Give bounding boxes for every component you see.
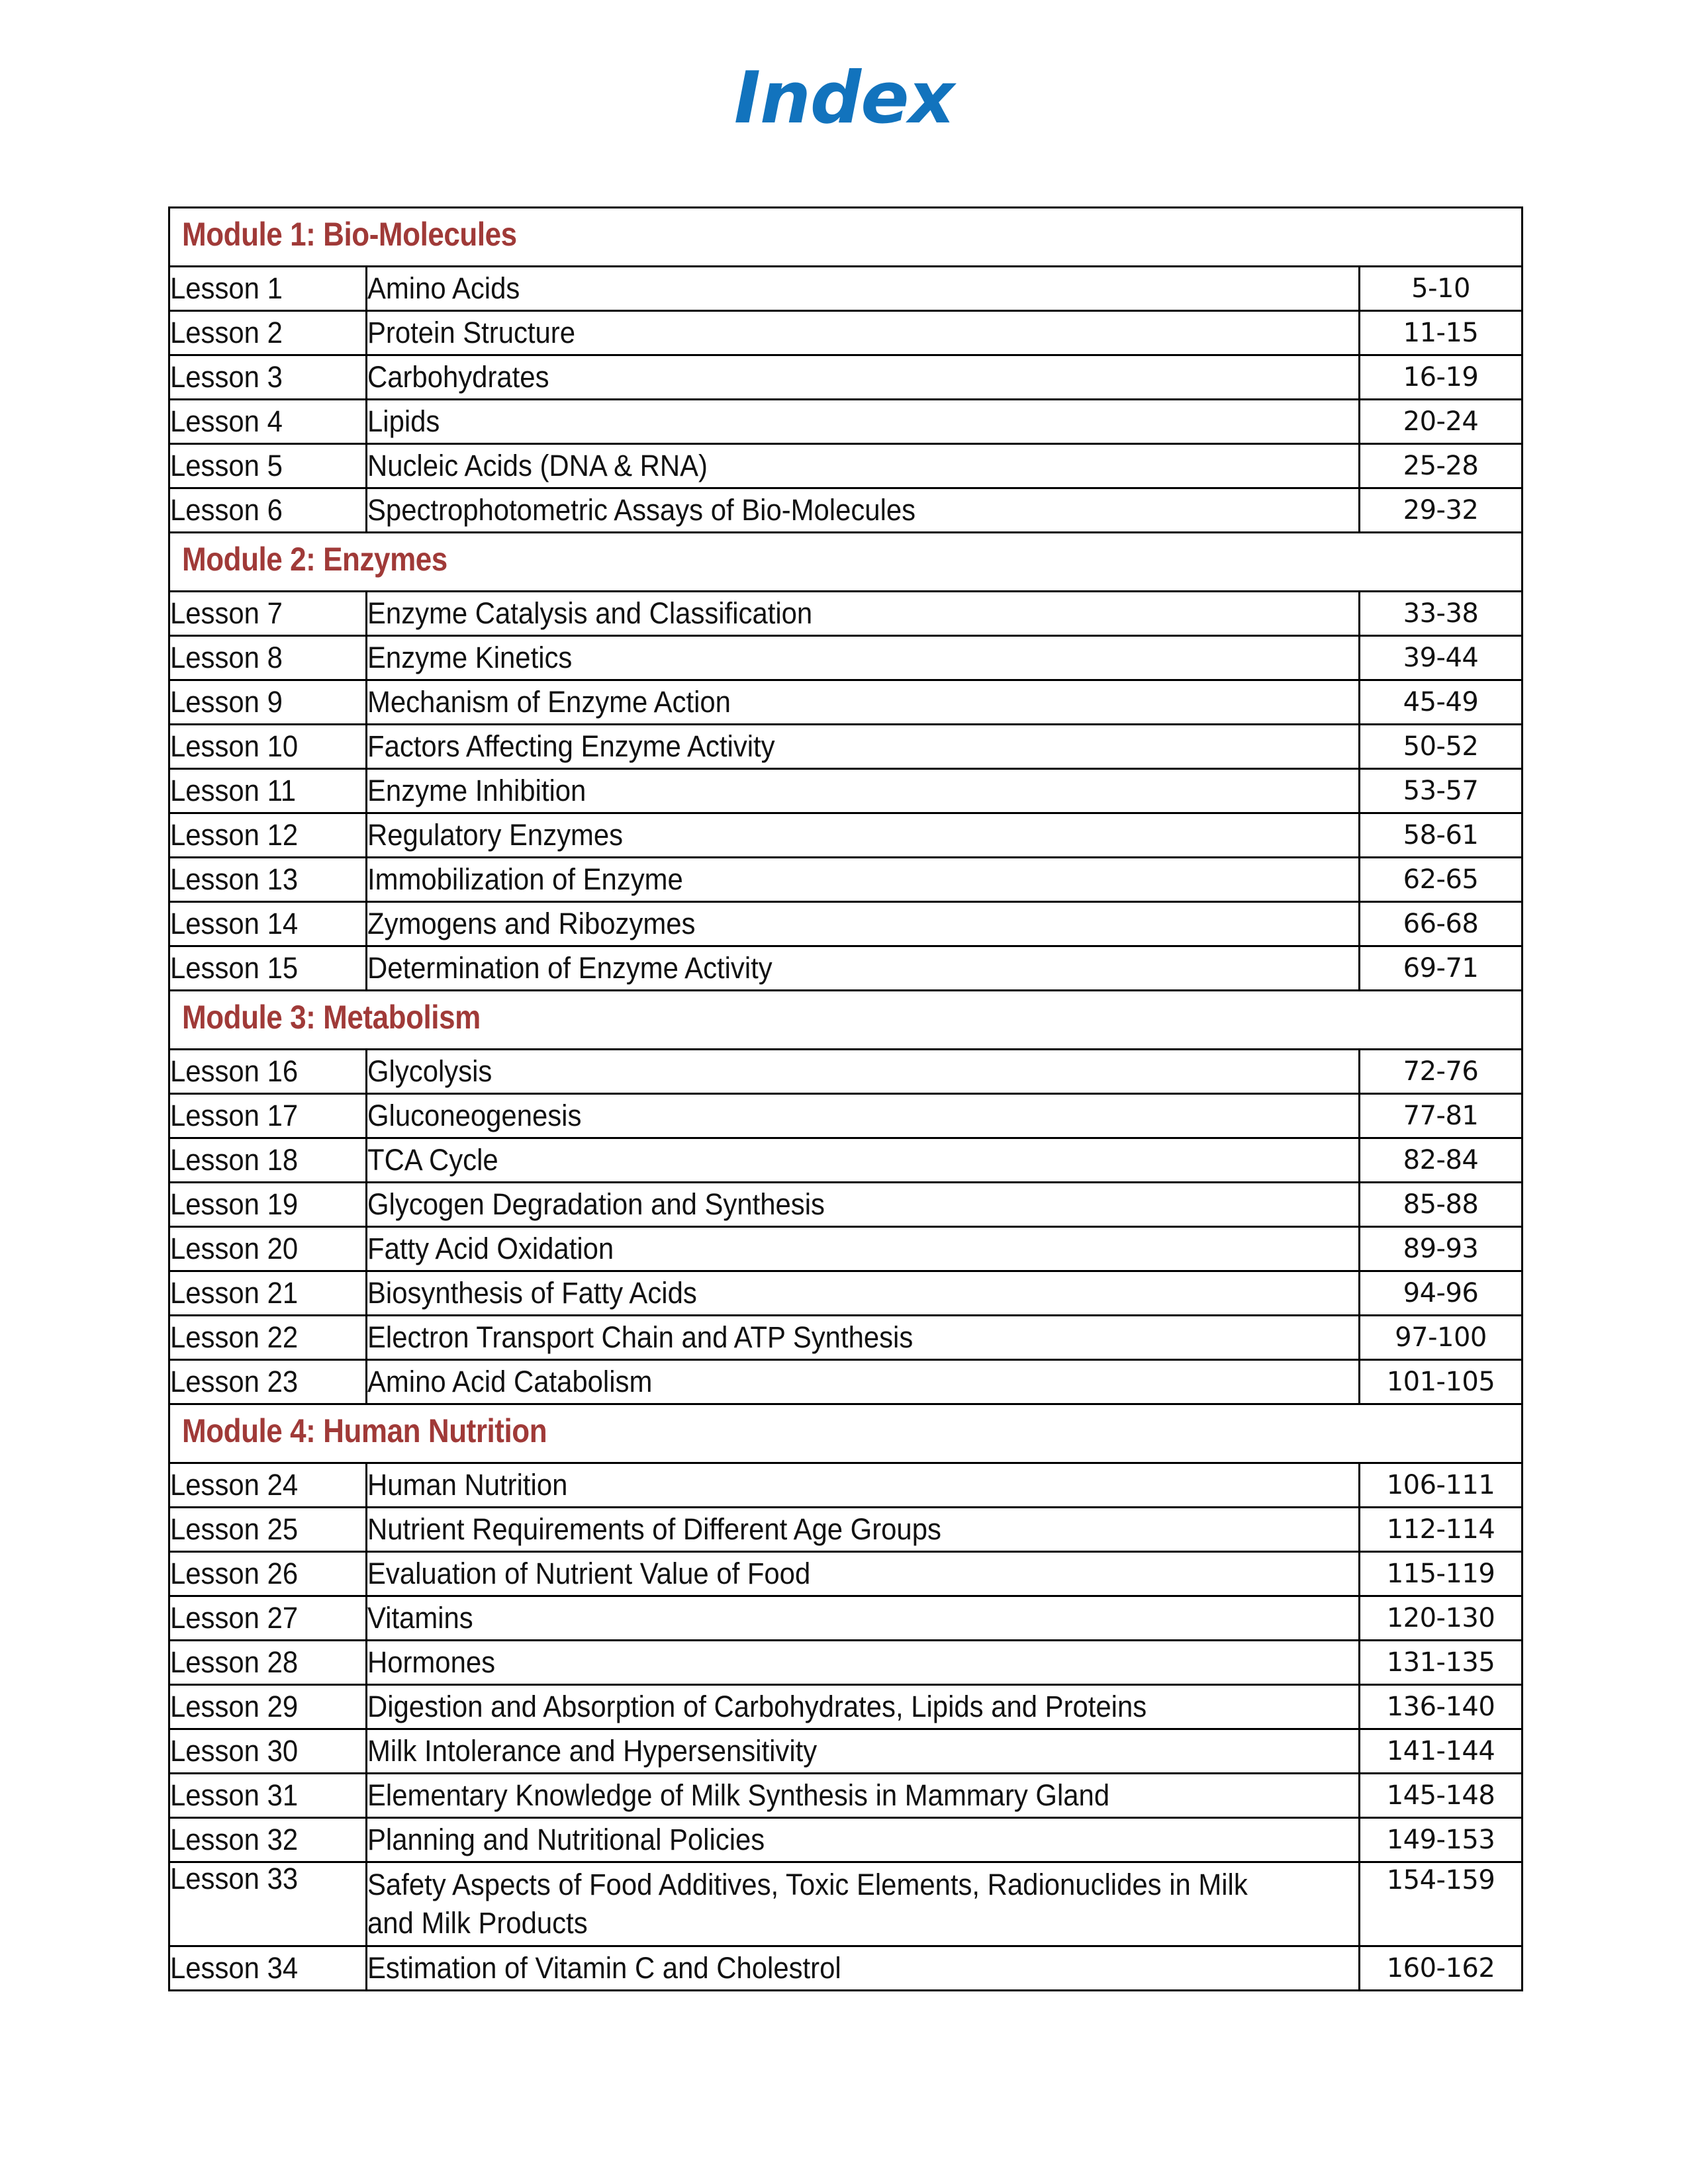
lesson-title: Vitamins — [367, 1601, 473, 1635]
page-range: 106-111 — [1360, 1463, 1523, 1508]
lesson-number-cell — [169, 1138, 367, 1183]
table-row — [169, 946, 1523, 991]
module-header-row — [169, 533, 1523, 592]
lesson-title-cell — [367, 400, 1360, 444]
lesson-number-cell — [169, 858, 367, 902]
lesson-number: Lesson 11 — [170, 774, 297, 808]
lesson-title-cell — [367, 902, 1360, 946]
lesson-title-cell — [367, 946, 1360, 991]
lesson-title: Biosynthesis of Fatty Acids — [367, 1276, 697, 1310]
lesson-number: Lesson 26 — [170, 1557, 299, 1591]
lesson-title-cell — [367, 267, 1360, 311]
lesson-number-cell — [169, 1183, 367, 1227]
table-row — [169, 1596, 1523, 1641]
lesson-title-cell — [367, 488, 1360, 533]
module-header-row — [169, 1404, 1523, 1463]
table-row — [169, 858, 1523, 902]
lesson-title-cell — [367, 813, 1360, 858]
lesson-title: Hormones — [367, 1645, 496, 1680]
lesson-number: Lesson 23 — [170, 1365, 299, 1399]
lesson-title-cell — [367, 1729, 1360, 1774]
lesson-title: Glycolysis — [367, 1054, 492, 1089]
lesson-title: Human Nutrition — [367, 1468, 568, 1502]
module-header-cell — [169, 1404, 1523, 1463]
page-range: 39-44 — [1360, 636, 1523, 680]
table-row — [169, 1138, 1523, 1183]
lesson-title: Fatty Acid Oxidation — [367, 1232, 614, 1266]
page-range: 115-119 — [1360, 1552, 1523, 1596]
table-row — [169, 1685, 1523, 1729]
lesson-number: Lesson 12 — [170, 818, 299, 852]
lesson-title-cell — [367, 1094, 1360, 1138]
module-header-cell — [169, 208, 1523, 267]
lesson-title-cell — [367, 444, 1360, 488]
table-row — [169, 1183, 1523, 1227]
lesson-title-cell — [367, 769, 1360, 813]
lesson-title-cell — [367, 1818, 1360, 1862]
page-range: 154-159 — [1360, 1862, 1523, 1946]
page-title: Index — [733, 57, 955, 140]
page-range: 72-76 — [1360, 1050, 1523, 1094]
lesson-title-cell — [367, 1508, 1360, 1552]
lesson-title-cell — [367, 1138, 1360, 1183]
table-row — [169, 1729, 1523, 1774]
lesson-number: Lesson 29 — [170, 1690, 299, 1724]
lesson-title: Electron Transport Chain and ATP Synthesis — [367, 1320, 914, 1355]
lesson-title-cell — [367, 1463, 1360, 1508]
lesson-number-cell — [169, 725, 367, 769]
lesson-number: Lesson 5 — [170, 449, 283, 483]
module-header-cell — [169, 533, 1523, 592]
lesson-title: Enzyme Inhibition — [367, 774, 586, 808]
lesson-number-cell — [169, 1463, 367, 1508]
lesson-number: Lesson 16 — [170, 1054, 299, 1089]
lesson-title: Glycogen Degradation and Synthesis — [367, 1187, 825, 1222]
page-range: 16-19 — [1360, 355, 1523, 400]
table-row — [169, 1050, 1523, 1094]
module-header-cell — [169, 991, 1523, 1050]
table-row — [169, 1316, 1523, 1360]
lesson-title: Factors Affecting Enzyme Activity — [367, 729, 775, 764]
lesson-number-cell — [169, 1818, 367, 1862]
lesson-title: Evaluation of Nutrient Value of Food — [367, 1557, 811, 1591]
lesson-number-cell — [169, 1360, 367, 1404]
lesson-title-cell — [367, 592, 1360, 636]
lesson-number: Lesson 33 — [170, 1862, 299, 1895]
lesson-title-cell — [367, 1316, 1360, 1360]
lesson-number-cell — [169, 1094, 367, 1138]
lesson-number-cell — [169, 267, 367, 311]
page-range: 97-100 — [1360, 1316, 1523, 1360]
lesson-number-cell — [169, 1774, 367, 1818]
table-row — [169, 769, 1523, 813]
table-row — [169, 400, 1523, 444]
page-range: 5-10 — [1360, 267, 1523, 311]
lesson-number: Lesson 14 — [170, 907, 299, 941]
table-row — [169, 1360, 1523, 1404]
page-range: 77-81 — [1360, 1094, 1523, 1138]
module-title: Module 3: Metabolism — [182, 999, 481, 1036]
page-range: 131-135 — [1360, 1641, 1523, 1685]
lesson-number-cell — [169, 1946, 367, 1991]
lesson-number: Lesson 15 — [170, 951, 299, 985]
lesson-title-cell — [367, 1360, 1360, 1404]
lesson-number: Lesson 27 — [170, 1601, 299, 1635]
page-range: 94-96 — [1360, 1271, 1523, 1316]
lesson-number-cell — [169, 946, 367, 991]
table-row — [169, 1641, 1523, 1685]
module-title: Module 4: Human Nutrition — [182, 1412, 547, 1449]
table-row — [169, 1552, 1523, 1596]
lesson-title-cell — [367, 1862, 1360, 1946]
table-row — [169, 1818, 1523, 1862]
index-table-body — [169, 208, 1523, 1991]
lesson-number: Lesson 19 — [170, 1187, 299, 1222]
lesson-title-cell — [367, 1685, 1360, 1729]
lesson-number: Lesson 9 — [170, 685, 283, 719]
module-header-row — [169, 991, 1523, 1050]
page-range: 58-61 — [1360, 813, 1523, 858]
lesson-title: TCA Cycle — [367, 1143, 498, 1177]
lesson-number-cell — [169, 488, 367, 533]
lesson-number-cell — [169, 311, 367, 355]
lesson-title: Estimation of Vitamin C and Cholestrol — [367, 1951, 841, 1985]
lesson-title: Carbohydrates — [367, 360, 549, 394]
table-row — [169, 1774, 1523, 1818]
table-row — [169, 1227, 1523, 1271]
lesson-number-cell — [169, 592, 367, 636]
lesson-title: Amino Acids — [367, 271, 520, 306]
table-row — [169, 1862, 1523, 1946]
table-row — [169, 592, 1523, 636]
table-row — [169, 355, 1523, 400]
lesson-title: Digestion and Absorption of Carbohydrates, Lipids and Proteins — [367, 1690, 1147, 1724]
page-range: 120-130 — [1360, 1596, 1523, 1641]
lesson-number-cell — [169, 813, 367, 858]
lesson-title-cell — [367, 311, 1360, 355]
page-range: 11-15 — [1360, 311, 1523, 355]
lesson-number: Lesson 17 — [170, 1099, 299, 1133]
index-table-container — [168, 206, 1521, 1991]
lesson-number-cell — [169, 636, 367, 680]
lesson-title: Amino Acid Catabolism — [367, 1365, 653, 1399]
table-row — [169, 813, 1523, 858]
lesson-number: Lesson 22 — [170, 1320, 299, 1355]
lesson-title: Immobilization of Enzyme — [367, 862, 683, 897]
lesson-number: Lesson 34 — [170, 1951, 299, 1985]
table-row — [169, 444, 1523, 488]
table-row — [169, 1463, 1523, 1508]
table-row — [169, 311, 1523, 355]
page-range: 20-24 — [1360, 400, 1523, 444]
page-range: 25-28 — [1360, 444, 1523, 488]
lesson-number: Lesson 4 — [170, 404, 283, 439]
lesson-title-cell — [367, 1552, 1360, 1596]
lesson-number: Lesson 31 — [170, 1778, 299, 1813]
page-range: 33-38 — [1360, 592, 1523, 636]
lesson-title-cell — [367, 1946, 1360, 1991]
lesson-title-cell — [367, 1774, 1360, 1818]
lesson-title: Nucleic Acids (DNA & RNA) — [367, 449, 708, 483]
lesson-title: Determination of Enzyme Activity — [367, 951, 773, 985]
page-range: 45-49 — [1360, 680, 1523, 725]
lesson-title: Regulatory Enzymes — [367, 818, 624, 852]
table-row — [169, 725, 1523, 769]
lesson-number-cell — [169, 1227, 367, 1271]
module-header-row — [169, 208, 1523, 267]
module-title: Module 1: Bio-Molecules — [182, 216, 517, 253]
lesson-title: Planning and Nutritional Policies — [367, 1823, 765, 1857]
lesson-number: Lesson 28 — [170, 1645, 299, 1680]
table-row — [169, 1094, 1523, 1138]
page-range: 145-148 — [1360, 1774, 1523, 1818]
lesson-number-cell — [169, 444, 367, 488]
page-range: 89-93 — [1360, 1227, 1523, 1271]
lesson-title: Zymogens and Ribozymes — [367, 907, 696, 941]
lesson-number: Lesson 10 — [170, 729, 299, 764]
table-row — [169, 1271, 1523, 1316]
page-range: 136-140 — [1360, 1685, 1523, 1729]
lesson-number: Lesson 3 — [170, 360, 283, 394]
lesson-number-cell — [169, 1685, 367, 1729]
lesson-number: Lesson 20 — [170, 1232, 299, 1266]
lesson-title: Enzyme Kinetics — [367, 641, 573, 675]
lesson-number-cell — [169, 902, 367, 946]
page-range: 50-52 — [1360, 725, 1523, 769]
page-range: 69-71 — [1360, 946, 1523, 991]
table-row — [169, 1946, 1523, 1991]
lesson-title: Protein Structure — [367, 316, 576, 350]
lesson-number: Lesson 21 — [170, 1276, 299, 1310]
page-range: 62-65 — [1360, 858, 1523, 902]
lesson-number-cell — [169, 400, 367, 444]
page-range: 53-57 — [1360, 769, 1523, 813]
page-range: 141-144 — [1360, 1729, 1523, 1774]
module-title: Module 2: Enzymes — [182, 541, 447, 578]
page-range: 82-84 — [1360, 1138, 1523, 1183]
lesson-title: Enzyme Catalysis and Classification — [367, 596, 813, 631]
lesson-title-cell — [367, 1183, 1360, 1227]
index-table — [168, 206, 1523, 1991]
lesson-number-cell — [169, 355, 367, 400]
table-row — [169, 680, 1523, 725]
lesson-number-cell — [169, 1271, 367, 1316]
lesson-title: Milk Intolerance and Hypersensitivity — [367, 1734, 818, 1768]
page-range: 160-162 — [1360, 1946, 1523, 1991]
lesson-number-cell — [169, 1596, 367, 1641]
lesson-title-cell — [367, 680, 1360, 725]
lesson-number-cell — [169, 1641, 367, 1685]
page-range: 85-88 — [1360, 1183, 1523, 1227]
lesson-title-cell — [367, 636, 1360, 680]
lesson-number-cell — [169, 1862, 367, 1946]
lesson-number: Lesson 1 — [170, 271, 283, 306]
lesson-title: Nutrient Requirements of Different Age Groups — [367, 1512, 941, 1547]
lesson-title-cell — [367, 1641, 1360, 1685]
lesson-title-cell — [367, 355, 1360, 400]
lesson-number-cell — [169, 769, 367, 813]
lesson-number: Lesson 7 — [170, 596, 283, 631]
lesson-number: Lesson 32 — [170, 1823, 299, 1857]
lesson-title-cell — [367, 1050, 1360, 1094]
lesson-number-cell — [169, 1508, 367, 1552]
table-row — [169, 1508, 1523, 1552]
table-row — [169, 267, 1523, 311]
lesson-title: Mechanism of Enzyme Action — [367, 685, 731, 719]
lesson-title-cell — [367, 725, 1360, 769]
lesson-number: Lesson 2 — [170, 316, 283, 350]
table-row — [169, 636, 1523, 680]
page-range: 149-153 — [1360, 1818, 1523, 1862]
lesson-number: Lesson 6 — [170, 493, 283, 527]
lesson-number: Lesson 30 — [170, 1734, 299, 1768]
lesson-title: Spectrophotometric Assays of Bio-Molecules — [367, 493, 916, 527]
table-row — [169, 488, 1523, 533]
lesson-number-cell — [169, 1050, 367, 1094]
lesson-title: Safety Aspects of Food Additives, Toxic Elements, Radionuclides in Milk and Milk Products — [367, 1867, 1248, 1940]
page-range: 101-105 — [1360, 1360, 1523, 1404]
lesson-title-cell — [367, 1227, 1360, 1271]
lesson-number-cell — [169, 1316, 367, 1360]
lesson-number: Lesson 18 — [170, 1143, 299, 1177]
lesson-title: Gluconeogenesis — [367, 1099, 582, 1133]
lesson-number: Lesson 13 — [170, 862, 299, 897]
lesson-title: Lipids — [367, 404, 440, 439]
lesson-title-cell — [367, 858, 1360, 902]
page-range: 112-114 — [1360, 1508, 1523, 1552]
lesson-number: Lesson 25 — [170, 1512, 299, 1547]
page-range: 66-68 — [1360, 902, 1523, 946]
table-row — [169, 902, 1523, 946]
page-range: 29-32 — [1360, 488, 1523, 533]
lesson-number-cell — [169, 680, 367, 725]
lesson-number-cell — [169, 1552, 367, 1596]
lesson-number-cell — [169, 1729, 367, 1774]
lesson-title: Elementary Knowledge of Milk Synthesis in Mammary Gland — [367, 1778, 1110, 1813]
lesson-title-cell — [367, 1271, 1360, 1316]
lesson-number: Lesson 8 — [170, 641, 283, 675]
lesson-title-cell — [367, 1596, 1360, 1641]
lesson-number: Lesson 24 — [170, 1468, 299, 1502]
